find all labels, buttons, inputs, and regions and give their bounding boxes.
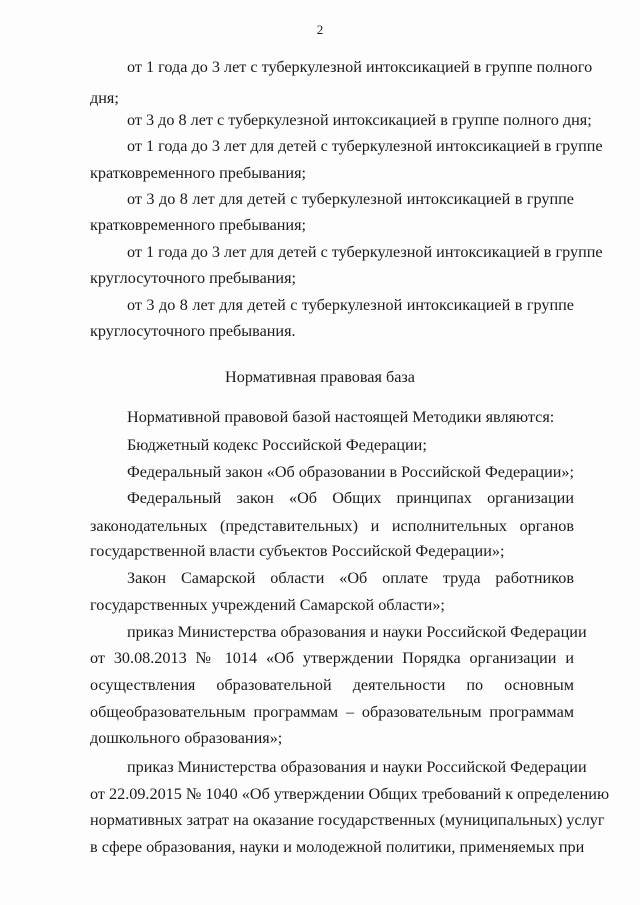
text-line: осуществления образовательной деятельности по основным — [90, 676, 574, 694]
text-line: круглосуточного пребывания. — [90, 322, 296, 340]
text-line: приказ Министерства образования и науки Российской Федерации — [127, 758, 587, 776]
text-line: круглосуточного пребывания; — [90, 269, 297, 287]
text-line: законодательных (представительных) и исполнительных органов — [90, 517, 574, 535]
section-heading: Нормативная правовая база — [225, 368, 415, 386]
text-line: от 1 года до 3 лет для детей с туберкулезной интоксикацией в группе — [127, 243, 603, 261]
text-line: Федеральный закон «Об Общих принципах организации — [127, 489, 574, 507]
text-line: Нормативной правовой базой настоящей Методики являются: — [127, 408, 555, 426]
text-line: общеобразовательным программам – образовательным программам — [90, 703, 574, 721]
text-line: Федеральный закон «Об образовании в Российской Федерации»; — [127, 463, 575, 481]
text-line: нормативных затрат на оказание государственных (муниципальных) услуг — [90, 811, 605, 829]
text-line: государственной власти субъектов Российской Федерации»; — [90, 542, 505, 560]
text-line: кратковременного пребывания; — [90, 216, 307, 234]
text-line: дня; — [90, 89, 119, 107]
text-line: в сфере образования, науки и молодежной политики, применяемых при — [90, 838, 585, 856]
text-line: от 3 до 8 лет с туберкулезной интоксикацией в группе полного дня; — [127, 111, 592, 129]
text-line: от 1 года до 3 лет с туберкулезной интоксикацией в группе полного — [127, 58, 593, 76]
text-line: Закон Самарской области «Об оплате труда работников — [127, 569, 574, 587]
text-line: от 30.08.2013 № 1014 «Об утверждении Порядка организации и — [90, 649, 574, 667]
text-line: кратковременного пребывания; — [90, 164, 307, 182]
text-line: от 3 до 8 лет для детей с туберкулезной интоксикацией в группе — [127, 190, 574, 208]
text-line: приказ Министерства образования и науки Российской Федерации — [127, 623, 587, 641]
text-line: от 1 года до 3 лет для детей с туберкулезной интоксикацией в группе — [127, 137, 603, 155]
text-line: от 22.09.2015 № 1040 «Об утверждении Общих требований к определению — [90, 785, 610, 803]
text-line: государственных учреждений Самарской области»; — [90, 596, 445, 614]
text-line: Бюджетный кодекс Российской Федерации; — [127, 436, 427, 454]
text-line: дошкольного образования»; — [90, 729, 283, 747]
page-number: 2 — [316, 22, 324, 37]
text-line: от 3 до 8 лет для детей с туберкулезной интоксикацией в группе — [127, 296, 574, 314]
